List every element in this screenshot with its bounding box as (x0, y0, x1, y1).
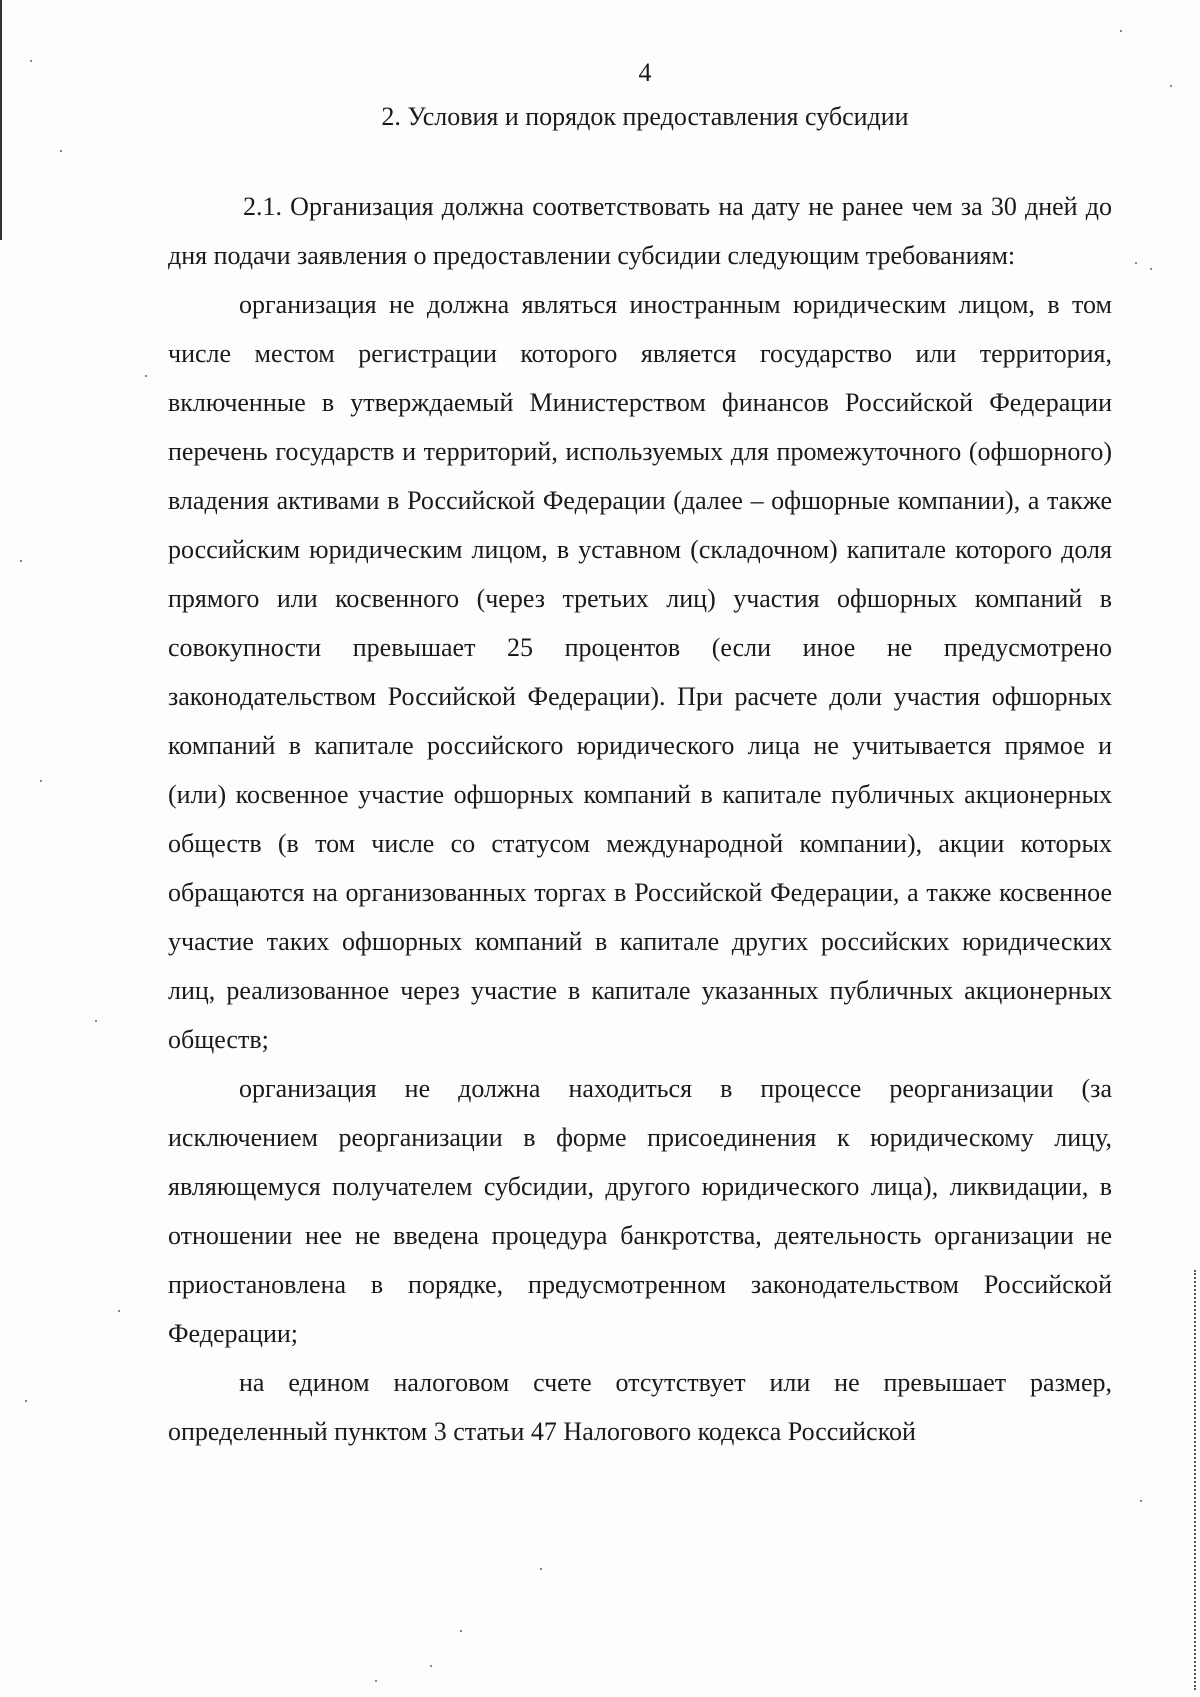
scan-speck (25, 1400, 27, 1402)
paragraph-reorganization-requirement: организация не должна находиться в процессе реорганизации (за исключением реорганизации в форме присоединения к юридическому лицу, являющемуся получателем субсидии, другого юридического лица), ликвидации, в отношении нее не введена процедура банкротства, деятельность организации не приостановлена в порядке, предусмотренном законодательством Российской Федерации; (168, 1074, 1112, 1348)
scan-speck (460, 1630, 462, 1632)
paragraph-2-1: 2.1. Организация должна соответствовать на дату не ранее чем за 30 дней до дня подачи заявления о предоставлении субсидии следующим требованиям: (168, 192, 1112, 270)
section-title: 2. Условия и порядок предоставления субсидии (381, 102, 909, 131)
scan-speck (1135, 262, 1137, 264)
paragraph-offshore-requirement: организация не должна являться иностранным юридическим лицом, в том числе местом регистрации которого является государство или территория, включенные в утверждаемый Министерством финансов Российской Федерации перечень государств и территорий, используемых для промежуточного (офшорного) владения активами в Российской Федерации (далее – офшорные компании), а также российским юридическим лицом, в уставном (складочном) капитале которого доля прямого или косвенного (через третьих лиц) участия офшорных компаний в совокупности превышает 25 процентов (если иное не предусмотрено законодательством Российской Федерации). При расчете доли участия офшорных компаний в капитале российского юридического лица не учитывается прямое и (или) косвенное участие офшорных компаний в капитале публичных акционерных обществ (в том числе со статусом международной компании), акции которых обращаются на организованных торгах в Российской Федерации, а также косвенное участие таких офшорных компаний в капитале других российских юридических лиц, реализованное через участие в капитале указанных публичных акционерных обществ; (168, 290, 1112, 1054)
scan-speck (430, 1665, 432, 1667)
scan-speck (1150, 268, 1152, 270)
scan-speck (60, 150, 62, 152)
scan-speck (40, 780, 42, 782)
scan-right-edge (1194, 1270, 1196, 1690)
scan-speck (95, 1020, 97, 1022)
paragraph-tax-account-requirement: на едином налоговом счете отсутствует или не превышает размер, определенный пунктом 3 статьи 47 Налогового кодекса Российской (168, 1368, 1112, 1446)
scan-speck (20, 560, 22, 562)
scan-speck (145, 375, 147, 377)
scan-speck (1170, 85, 1172, 87)
scan-speck (118, 1310, 120, 1312)
page-number: 4 (638, 58, 652, 87)
scan-speck (30, 60, 32, 62)
document-body (168, 182, 1112, 1456)
scan-speck (375, 1680, 377, 1682)
scan-speck (540, 1568, 542, 1570)
scan-speck (1120, 30, 1122, 32)
scan-speck (1140, 1500, 1142, 1502)
